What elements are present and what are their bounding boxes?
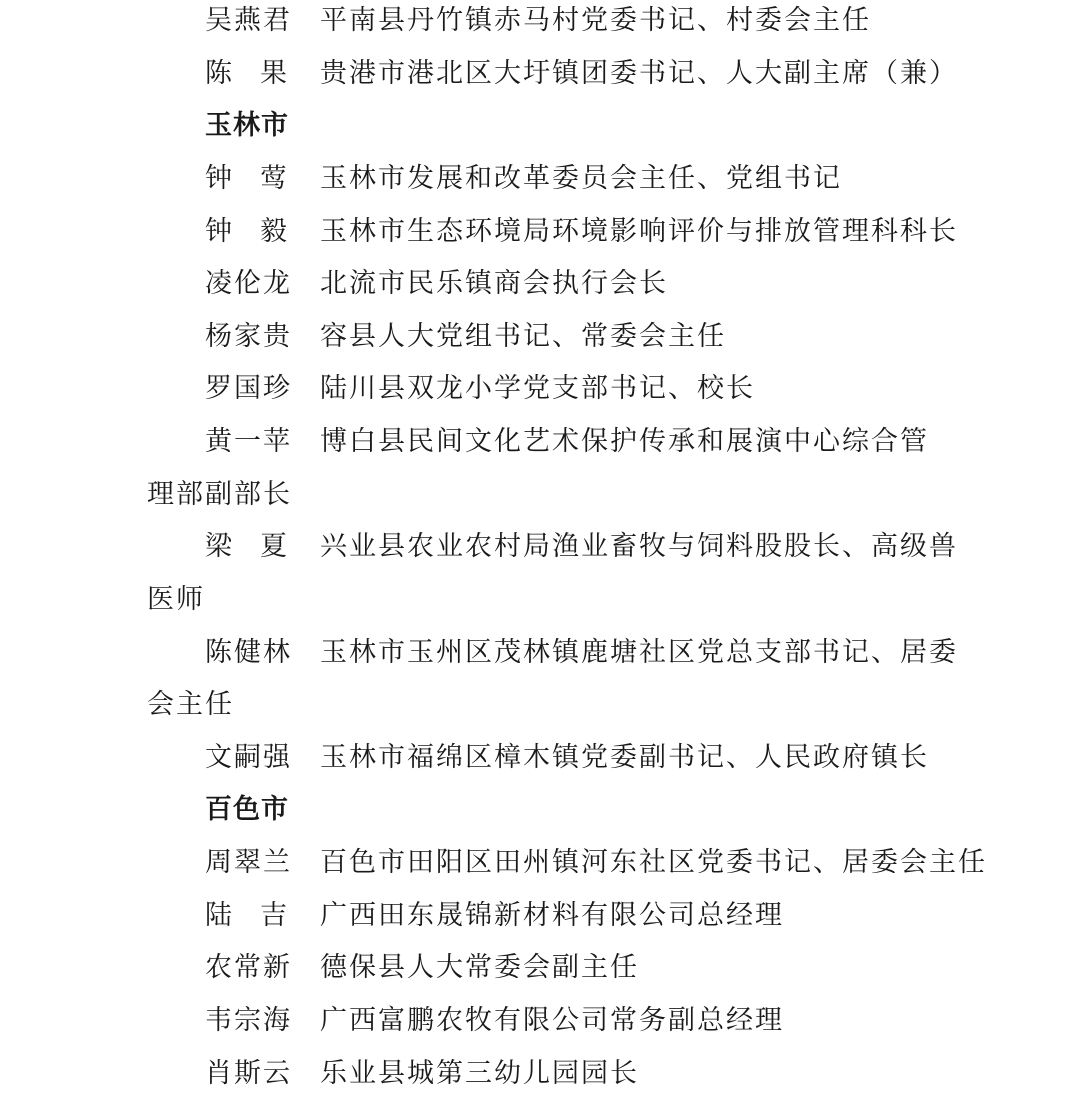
person-title: 贵港市港北区大圩镇团委书记、人大副主席（兼） [320, 58, 958, 89]
person-name: 杨 家 贵 [205, 321, 292, 352]
person-title: 乐业县城第三幼儿园园长 [320, 1058, 639, 1089]
city-heading: 玉林市 [205, 110, 289, 141]
person-title: 玉林市玉州区茂林镇鹿塘社区党总支部书记、居委 [320, 637, 958, 668]
person-name: 周 翠 兰 [205, 847, 292, 878]
person-name: 罗 国 珍 [205, 373, 292, 404]
person-title: 北流市民乐镇商会执行会长 [320, 268, 668, 299]
person-name: 黄 一 苹 [205, 426, 292, 457]
person-title: 玉林市生态环境局环境影响评价与排放管理科科长 [320, 216, 958, 247]
person-title-continuation: 会主任 [147, 689, 234, 720]
person-title: 玉林市福绵区樟木镇党委副书记、人民政府镇长 [320, 742, 929, 773]
person-name: 陈 健 林 [205, 637, 292, 668]
city-heading: 百色市 [205, 794, 289, 825]
person-name: 钟 毅 [205, 216, 289, 247]
person-title-continuation: 理部副部长 [147, 479, 292, 510]
person-name: 凌 伦 龙 [205, 268, 292, 299]
person-title: 广西田东晟锦新材料有限公司总经理 [320, 900, 784, 931]
person-title: 德保县人大常委会副主任 [320, 952, 639, 983]
person-title: 陆川县双龙小学党支部书记、校长 [320, 373, 755, 404]
person-title: 容县人大党组书记、常委会主任 [320, 321, 726, 352]
person-name: 韦 宗 海 [205, 1005, 292, 1036]
person-name: 文 嗣 强 [205, 742, 292, 773]
person-name: 钟 莺 [205, 163, 289, 194]
person-title: 广西富鹏农牧有限公司常务副总经理 [320, 1005, 784, 1036]
person-name: 吴 燕 君 [205, 5, 292, 36]
person-title: 平南县丹竹镇赤马村党委书记、村委会主任 [320, 5, 871, 36]
person-name: 梁 夏 [205, 531, 289, 562]
person-name: 农 常 新 [205, 952, 292, 983]
person-title: 玉林市发展和改革委员会主任、党组书记 [320, 163, 842, 194]
person-name: 肖 斯 云 [205, 1058, 292, 1089]
person-title: 博白县民间文化艺术保护传承和展演中心综合管 [320, 426, 929, 457]
person-title-continuation: 医师 [147, 584, 205, 615]
person-name: 陈 果 [205, 58, 289, 89]
person-name: 陆 吉 [205, 900, 289, 931]
person-title: 兴业县农业农村局渔业畜牧与饲料股股长、高级兽 [320, 531, 958, 562]
person-title: 百色市田阳区田州镇河东社区党委书记、居委会主任 [320, 847, 987, 878]
